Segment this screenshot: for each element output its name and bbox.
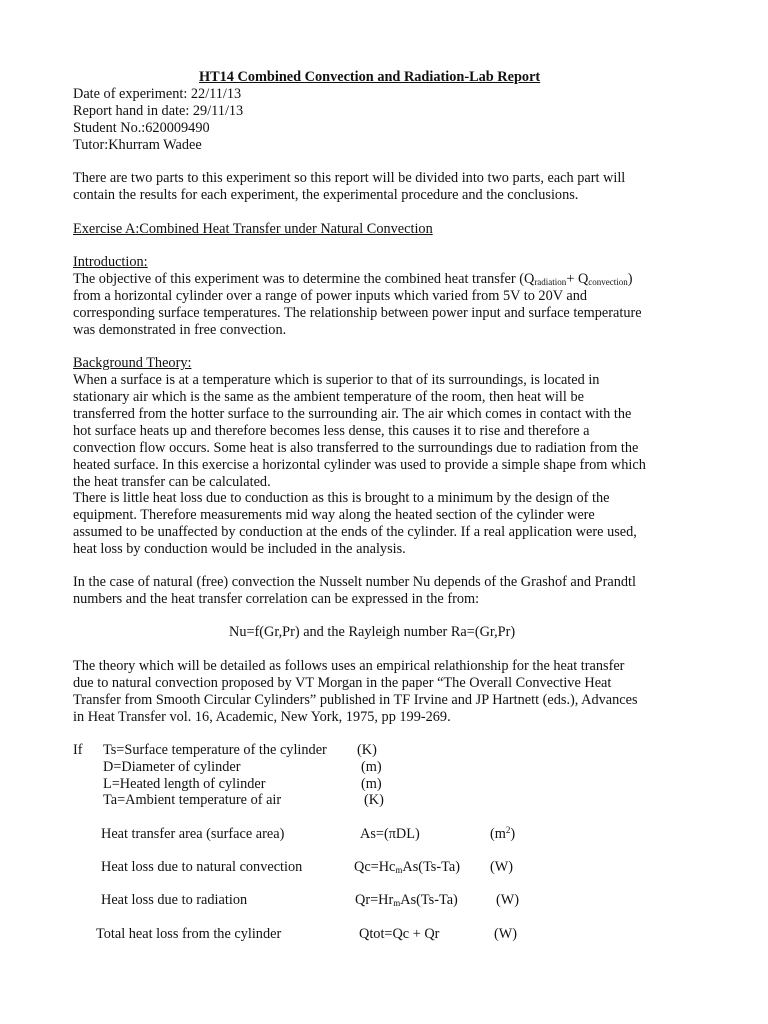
formula-area-label: Heat transfer area (surface area) — [101, 826, 285, 842]
def-ta-unit: (K) — [364, 792, 384, 808]
formula-radiation-expr: $Qr=Hr_mAs(Ts-Ta)$ — [355, 892, 458, 908]
formula-radiation-label: Heat loss due to radiation — [101, 892, 248, 908]
nusselt-line-2: numbers and the heat transfer correlation can be expressed in the from: — [73, 591, 480, 607]
def-ts-unit: (K) — [357, 742, 377, 758]
formula-radiation-unit: (W) — [496, 892, 520, 908]
report-title: HT14 Combined Convection and Radiation-Lab Report — [199, 69, 541, 85]
introduction-line-3: corresponding surface temperatures. The relationship between power input and surface temperature — [73, 305, 642, 321]
def-ts: Ts=Surface temperature of the cylinder — [103, 742, 327, 758]
theory-line-3: Transfer from Smooth Circular Cylinders” published in TF Irvine and JP Hartnett (eds.), Advances — [73, 692, 638, 708]
student-number: Student No.:620009490 — [73, 120, 210, 136]
formula-convection-unit: (W) — [490, 859, 514, 875]
background-line-11: heat loss by conduction would be included in the analysis. — [73, 541, 406, 557]
theory-line-2: due to natural convection proposed by VT Morgan in the paper “The Overall Convective Heat — [73, 675, 612, 691]
exercise-heading: Exercise A:Combined Heat Transfer under Natural Convection — [73, 221, 433, 237]
def-l: L=Heated length of cylinder — [103, 776, 266, 792]
background-line-8: There is little heat loss due to conduction as this is brought to a minimum by the design of the — [73, 490, 610, 506]
background-line-5: convection flow occurs. Some heat is also transferred to the surroundings due to radiation from the — [73, 440, 639, 456]
background-line-6: heated surface. In this exercise a horizontal cylinder was used to provide a simple shape from which — [73, 457, 646, 473]
if-keyword: If — [73, 742, 83, 758]
background-line-4: hot surface heats up and therefore becomes less dense, this causes it to rise and therefore a — [73, 423, 590, 439]
background-line-10: assumed to be unaffected by conduction at the ends of the cylinder. If a real application were used, — [73, 524, 637, 540]
theory-line-4: in Heat Transfer vol. 16, Academic, New York, 1975, pp 199-269. — [73, 709, 451, 725]
def-ta: Ta=Ambient temperature of air — [103, 792, 282, 808]
date-of-experiment: Date of experiment: 22/11/13 — [73, 86, 242, 102]
formula-area-expr: As=(πDL) — [360, 826, 420, 842]
formula-total-label: Total heat loss from the cylinder — [96, 926, 282, 942]
def-d-unit: (m) — [361, 759, 382, 775]
nusselt-equation: Nu=f(Gr,Pr) and the Rayleigh number Ra=(Gr,Pr) — [229, 624, 516, 640]
tutor: Tutor:Khurram Wadee — [73, 137, 202, 153]
formula-convection-expr: $Qc=Hc_mAs(Ts-Ta)$ — [354, 859, 460, 875]
def-d: D=Diameter of cylinder — [103, 759, 241, 775]
background-line-7: the heat transfer can be calculated. — [73, 474, 271, 490]
background-line-3: transferred from the hotter surface to the surrounding air. The air which comes in contact with the — [73, 406, 632, 422]
def-l-unit: (m) — [361, 776, 382, 792]
background-line-9: equipment. Therefore measurements mid way along the heated section of the cylinder were — [73, 507, 595, 523]
intro-line-2: contain the results for each experiment, the experimental procedure and the conclusions. — [73, 187, 579, 203]
background-line-2: stationary air which is the same as the ambient temperature of the room, then heat will be — [73, 389, 584, 405]
nusselt-line-1: In the case of natural (free) convection the Nusselt number Nu depends of the Grashof and Prandtl — [73, 574, 636, 590]
background-line-1: When a surface is at a temperature which is superior to that of its surroundings, is located in — [73, 372, 600, 388]
hand-in-date: Report hand in date: 29/11/13 — [73, 103, 244, 119]
formula-total-unit: (W) — [494, 926, 518, 942]
formula-area-unit: $(m^2)$ — [490, 825, 516, 842]
theory-line-1: The theory which will be detailed as follows uses an empirical relathionship for the heat transfer — [73, 658, 625, 674]
formula-total-expr: Qtot=Qc + Qr — [359, 926, 440, 942]
intro-line-1: There are two parts to this experiment so this report will be divided into two parts, each part will — [73, 170, 626, 186]
background-heading: Background Theory: — [73, 355, 192, 371]
introduction-line-1: The objective of this experiment was to determine the combined heat transfer $(Q_{radiation}+ Q_{convection})$ — [73, 271, 633, 287]
introduction-heading: Introduction: — [73, 254, 148, 270]
introduction-line-2: from a horizontal cylinder over a range of power inputs which varied from 5V to 20V and — [73, 288, 588, 304]
introduction-line-4: was demonstrated in free convection. — [73, 322, 287, 338]
formula-convection-label: Heat loss due to natural convection — [101, 859, 303, 875]
